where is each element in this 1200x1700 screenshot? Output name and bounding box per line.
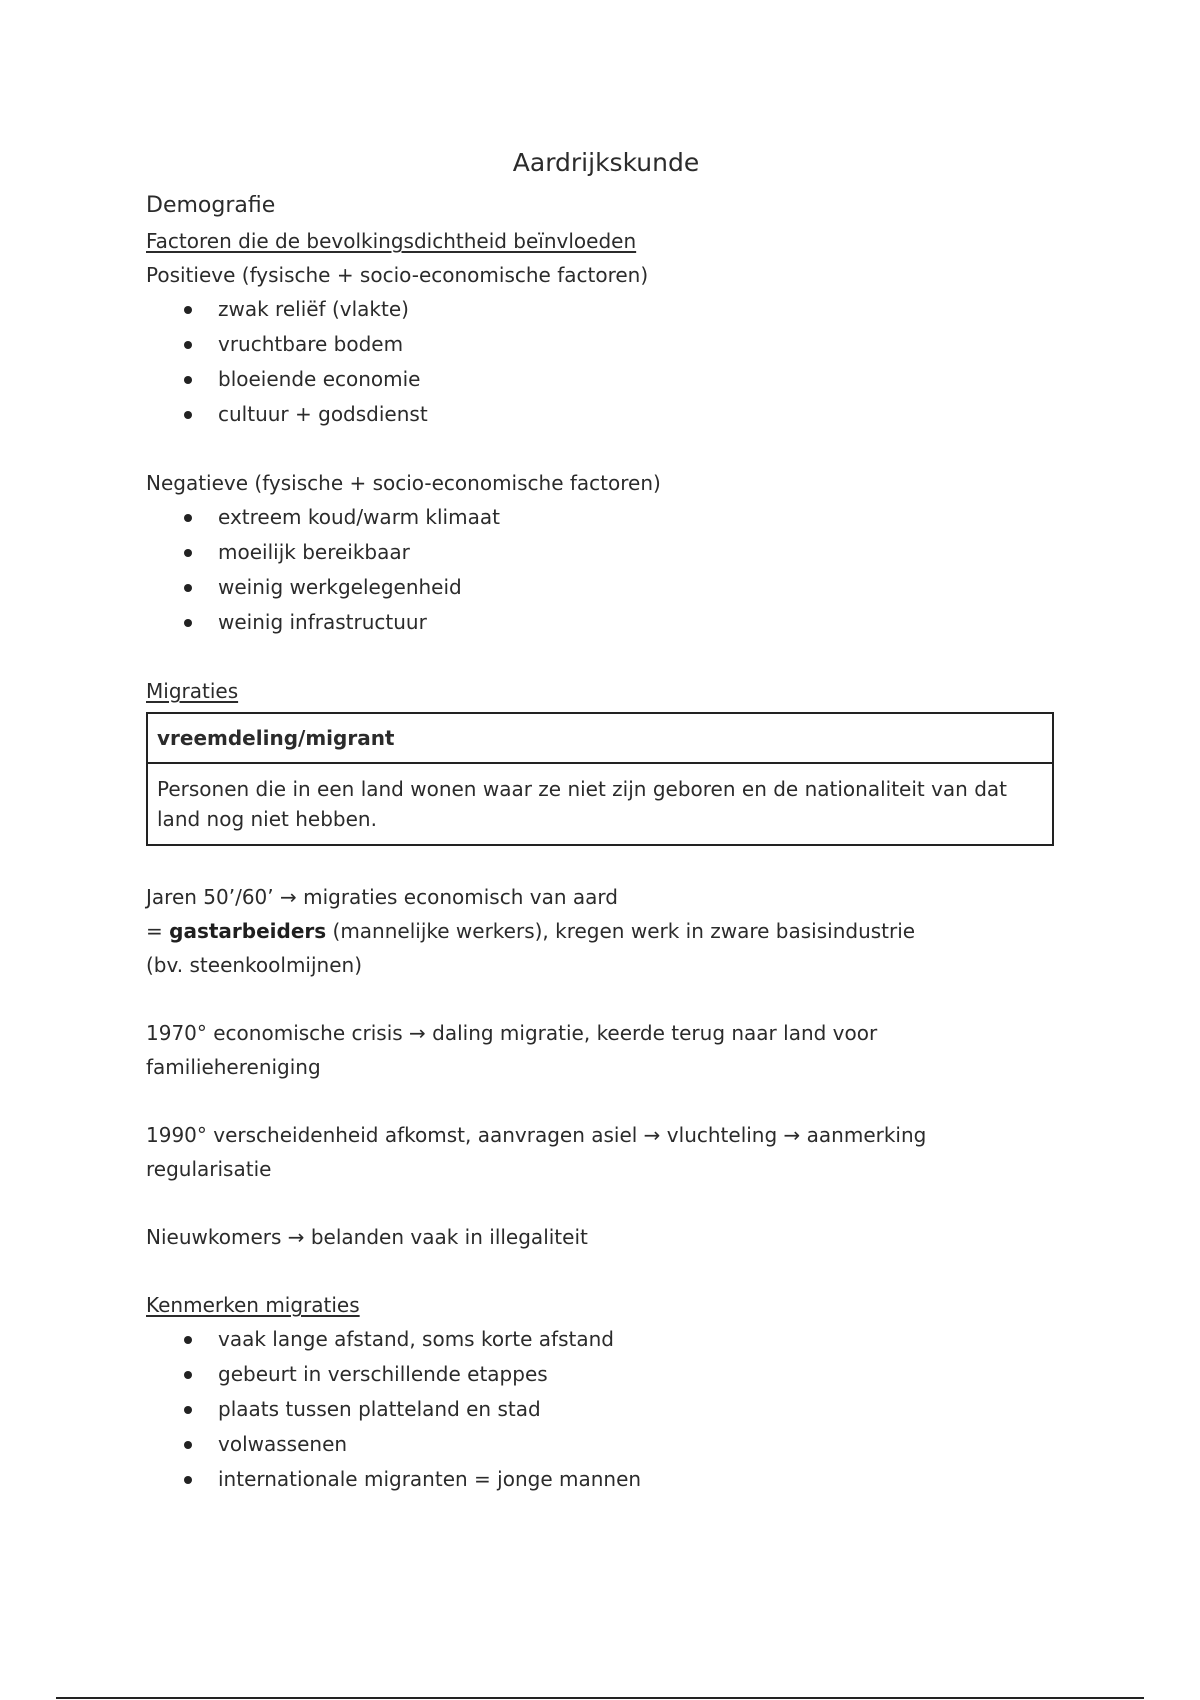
list-item: moeilijk bereikbaar	[184, 535, 1066, 570]
list-item: volwassenen	[184, 1427, 1066, 1462]
density-subheading: Factoren die de bevolkingsdichtheid beïnvloeden	[146, 229, 637, 253]
list-item: plaats tussen platteland en stad	[184, 1392, 1066, 1427]
list-item: zwak reliëf (vlakte)	[184, 292, 1066, 327]
bullet-icon	[184, 1441, 192, 1449]
migration-paragraph-4: Nieuwkomers → belanden vaak in illegaliteit	[146, 1225, 588, 1249]
list-item: vaak lange afstand, soms korte afstand	[184, 1322, 1066, 1357]
bullet-icon	[184, 1476, 192, 1484]
bullet-icon	[184, 341, 192, 349]
migration-paragraph-3: 1990° verscheidenheid afkomst, aanvragen asiel → vluchteling → aanmerking regularisatie	[146, 1123, 927, 1181]
migration-subheading: Migraties	[146, 679, 239, 703]
list-item: gebeurt in verschillende etappes	[184, 1357, 1066, 1392]
list-item: cultuur + godsdienst	[184, 397, 1066, 432]
characteristics-list	[146, 1322, 1066, 1497]
positive-list	[146, 292, 1066, 432]
list-item: weinig infrastructuur	[184, 605, 1066, 640]
list-item: bloeiende economie	[184, 362, 1066, 397]
bullet-icon	[184, 376, 192, 384]
list-item: weinig werkgelegenheid	[184, 570, 1066, 605]
list-item: extreem koud/warm klimaat	[184, 500, 1066, 535]
bullet-icon	[184, 619, 192, 627]
page-title: Aardrijkskunde	[512, 148, 700, 177]
bullet-icon	[184, 584, 192, 592]
bullet-icon	[184, 411, 192, 419]
migration-paragraph-1-line-1: Jaren 50’/60’ → migraties economisch van aard	[146, 885, 618, 909]
bullet-icon	[184, 306, 192, 314]
definition-text: Personen die in een land wonen waar ze niet zijn geboren en de nationaliteit van dat land nog niet hebben.	[147, 763, 1053, 845]
bullet-icon	[184, 1371, 192, 1379]
characteristics-subheading: Kenmerken migraties	[146, 1293, 360, 1317]
definition-table	[146, 712, 1054, 846]
footer-divider	[56, 1697, 1144, 1699]
bold-term: gastarbeiders	[169, 919, 327, 943]
negative-label: Negatieve (fysische + socio-economische factoren)	[146, 471, 661, 495]
negative-list	[146, 500, 1066, 640]
bullet-icon	[184, 549, 192, 557]
list-item: internationale migranten = jonge mannen	[184, 1462, 1066, 1497]
positive-label: Positieve (fysische + socio-economische factoren)	[146, 263, 649, 287]
section-heading: Demografie	[146, 193, 276, 218]
bullet-icon	[184, 1406, 192, 1414]
definition-term: vreemdeling/migrant	[147, 713, 1053, 763]
migration-paragraph-1-line-2: = gastarbeiders (mannelijke werkers), kregen werk in zware basisindustrie	[146, 919, 916, 943]
migration-paragraph-2: 1970° economische crisis → daling migratie, keerde terug naar land voor familiehereniging	[146, 1021, 878, 1079]
bullet-icon	[184, 1336, 192, 1344]
list-item: vruchtbare bodem	[184, 327, 1066, 362]
bullet-icon	[184, 514, 192, 522]
migration-paragraph-1-line-3: (bv. steenkoolmijnen)	[146, 953, 362, 977]
document-content	[146, 146, 1066, 1497]
